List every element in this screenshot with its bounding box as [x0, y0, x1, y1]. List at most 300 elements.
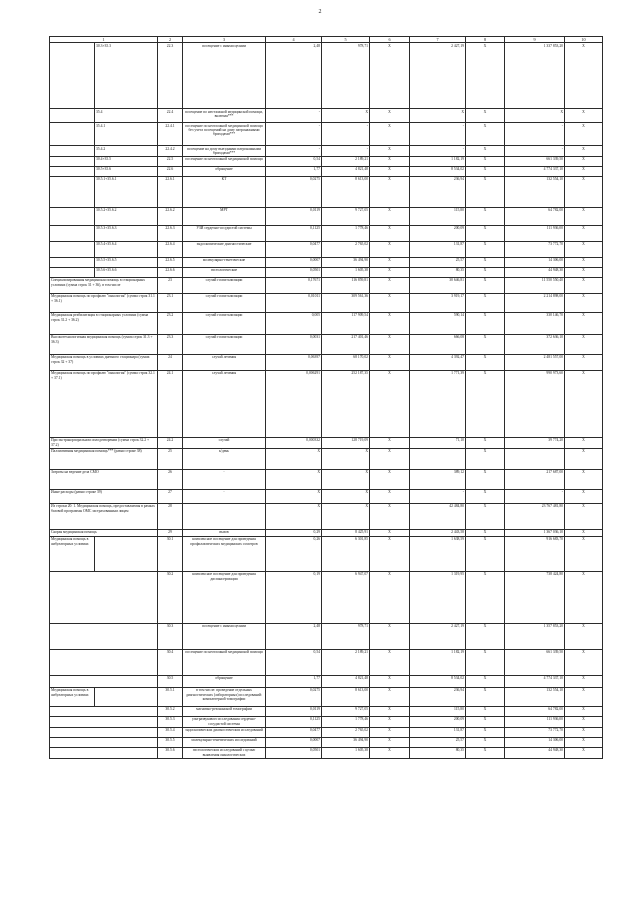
row-number: 22.6.5 [158, 257, 183, 267]
row-col7: 80,35 [410, 747, 466, 758]
row-col10: X [565, 437, 603, 448]
row-col7: X [410, 109, 466, 123]
row-norm: 0,0119 [266, 706, 322, 716]
row-col9: 111 936,00 [505, 716, 565, 727]
row-name: Медицинская помощь в амбулаторных условиях [50, 536, 95, 571]
row-col7: 3 919,17 [410, 293, 466, 312]
row-norm: 0,1125 [266, 716, 322, 727]
row-source: 30.5.4+35.6.4 [95, 241, 158, 257]
row-source: 30.5.2+35.6.2 [95, 207, 158, 225]
row-number: 30.3 [158, 623, 183, 649]
row-number: 30.5 [158, 675, 183, 687]
row-col7: 30 646,81 [410, 277, 466, 293]
row-col8: X [466, 370, 505, 437]
tariff-table [49, 36, 603, 759]
table-row [50, 727, 603, 737]
row-source: 30.4+35.5 [95, 156, 158, 166]
row-norm: 0,54 [266, 156, 322, 166]
row-col6: X [370, 257, 410, 267]
row-cost: 8 425,91 [322, 529, 370, 536]
row-col6: X [370, 156, 410, 166]
row-unit: - [183, 469, 266, 489]
table-row [50, 469, 603, 489]
row-col10: X [565, 469, 603, 489]
row-unit: гистологические [183, 267, 266, 277]
row-col9: 64 782,00 [505, 706, 565, 716]
table-row [50, 207, 603, 225]
row-col9: X [505, 109, 565, 123]
row-name [50, 623, 158, 649]
table-row [50, 176, 603, 207]
row-number: 30.5.3 [158, 716, 183, 727]
row-col6: X [370, 536, 410, 571]
row-col6: X [370, 267, 410, 277]
row-unit: - [183, 489, 266, 503]
row-col9: 738 424,80 [505, 571, 565, 623]
row-source: 35.4 [95, 109, 158, 123]
row-col10: X [565, 146, 603, 157]
row-col6: X [370, 437, 410, 448]
row-number: 22.6.2 [158, 207, 183, 225]
row-number: 30.5.4 [158, 727, 183, 737]
row-col7: 25,57 [410, 737, 466, 747]
row-unit: посещение на дому выездными патронажными бригадами*** [183, 146, 266, 157]
row-number: 24 [158, 354, 183, 370]
row-source: 30.5.1+35.6.1 [95, 176, 158, 207]
row-col7: 1 182,19 [410, 156, 466, 166]
row-col10: X [565, 571, 603, 623]
row-col6: X [370, 737, 410, 747]
row-col10: X [565, 123, 603, 146]
row-name [50, 267, 95, 277]
row-col6: X [370, 334, 410, 354]
row-col8: X [466, 623, 505, 649]
row-norm: 0,01011 [266, 293, 322, 312]
table-row [50, 529, 603, 536]
row-col10: X [565, 207, 603, 225]
row-source [95, 687, 158, 706]
row-col7: 80,35 [410, 267, 466, 277]
row-norm: 0,26 [266, 536, 322, 571]
row-name [50, 176, 95, 207]
row-cost: X [322, 503, 370, 529]
row-col8: X [466, 716, 505, 727]
row-col8: X [466, 334, 505, 354]
row-col9: 132 554,10 [505, 176, 565, 207]
row-col7: 389,12 [410, 469, 466, 489]
row-col6: X [370, 43, 410, 109]
row-col6: X [370, 649, 410, 675]
row-name [50, 241, 95, 257]
row-number: 22.6.1 [158, 176, 183, 207]
table-row [50, 503, 603, 529]
row-col7: 8 534,02 [410, 166, 466, 176]
row-unit: посещение по неотложной медицинской помощи [183, 649, 266, 675]
row-col8: X [466, 257, 505, 267]
row-col6: X [370, 747, 410, 758]
row-source: 30.5+35.6 [95, 166, 158, 176]
row-col7: 131,87 [410, 727, 466, 737]
row-col9: 330 146,70 [505, 312, 565, 334]
row-col6: X [370, 241, 410, 257]
row-col6: X [370, 716, 410, 727]
row-norm: X [266, 469, 322, 489]
row-norm: 2,48 [266, 43, 322, 109]
row-col9: 44 948,30 [505, 267, 565, 277]
row-unit: эндоскопических диагностических исследований [183, 727, 266, 737]
row-col8: X [466, 354, 505, 370]
row-source: 30.5.3+35.6.3 [95, 225, 158, 241]
row-col9: 2 481 557,00 [505, 354, 565, 370]
row-col7 [410, 448, 466, 469]
row-col9: 916 683,70 [505, 536, 565, 571]
row-source: 30.5.5+35.6.5 [95, 257, 158, 267]
row-cost: 2 765,02 [322, 241, 370, 257]
row-col7: 4 392,47 [410, 354, 466, 370]
row-number: 23.1 [158, 293, 183, 312]
row-col10: X [565, 241, 603, 257]
row-norm: - [266, 123, 322, 146]
row-cost: X [322, 448, 370, 469]
table-row [50, 109, 603, 123]
row-name [50, 166, 95, 176]
header-cell: 2 [158, 37, 183, 43]
row-unit: в том числе: проведение отдельных диагностических (лабораторных) исследований: компьютерной томографии [183, 687, 266, 706]
row-name: Высокотехнологичная медицинская помощь (сумма строк 31.3 + 36.3) [50, 334, 158, 354]
row-name [50, 43, 95, 109]
row-col9: 2 214 898,00 [505, 293, 565, 312]
row-cost: - [322, 146, 370, 157]
row-name [50, 257, 95, 267]
row-col10: X [565, 334, 603, 354]
row-col10: X [565, 687, 603, 706]
row-name [50, 716, 158, 727]
row-unit: случай [183, 437, 266, 448]
row-norm: X [266, 489, 322, 503]
row-col10: X [565, 166, 603, 176]
row-norm: 1,77 [266, 166, 322, 176]
row-col10: X [565, 43, 603, 109]
row-unit: случай лечения [183, 370, 266, 437]
row-name [50, 109, 95, 123]
row-col6: X [370, 277, 410, 293]
row-cost: 1 605,38 [322, 747, 370, 758]
row-col6: X [370, 503, 410, 529]
row-col8: X [466, 737, 505, 747]
row-cost: 68 170,02 [322, 354, 370, 370]
row-cost: - [322, 123, 370, 146]
row-col10: X [565, 503, 603, 529]
row-number: 30.1 [158, 536, 183, 571]
row-number: 22.6.3 [158, 225, 183, 241]
row-col7: 1 319,95 [410, 571, 466, 623]
row-number: 23.3 [158, 334, 183, 354]
row-col10: X [565, 716, 603, 727]
table-row [50, 448, 603, 469]
row-name [50, 146, 95, 157]
row-unit: МРТ [183, 207, 266, 225]
row-col7: - [410, 146, 466, 157]
row-col6: X [370, 312, 410, 334]
row-name: Иные расходы (равно строке 39) [50, 489, 158, 503]
row-unit: посещение по неотложной медицинской помощи, включая*** [183, 109, 266, 123]
row-col7: 2 427,19 [410, 623, 466, 649]
row-col9 [505, 448, 565, 469]
row-number: 30.5.6 [158, 747, 183, 758]
row-col7: 2 427,19 [410, 43, 466, 109]
row-col6: X [370, 448, 410, 469]
row-col9: 73 772,70 [505, 727, 565, 737]
row-number: 23.2 [158, 312, 183, 334]
row-name: Специализированная медицинская помощь в стационарных условиях (сумма строк 31 + 36), в том числе [50, 277, 158, 293]
header-cell: 3 [183, 37, 266, 43]
table-row [50, 649, 603, 675]
row-col9: - [505, 123, 565, 146]
row-col10: X [565, 706, 603, 716]
row-col9: 14 306,00 [505, 737, 565, 747]
row-number: 27 [158, 489, 183, 503]
header-cell: 1 [50, 37, 158, 43]
row-col10: X [565, 623, 603, 649]
table-row [50, 571, 603, 623]
row-col8: X [466, 146, 505, 157]
row-unit: посещение по неотложной медицинской помощи [183, 156, 266, 166]
row-col9: - [505, 489, 565, 503]
row-name: Скорая медицинская помощь [50, 529, 158, 536]
row-cost: 4 821,48 [322, 675, 370, 687]
row-col6: X [370, 489, 410, 503]
row-col7: 1 182,19 [410, 649, 466, 675]
row-number: 30.5.1 [158, 687, 183, 706]
row-col9: 23 767 481,80 [505, 503, 565, 529]
row-col8: X [466, 109, 505, 123]
row-name [50, 737, 158, 747]
row-col6: X [370, 529, 410, 536]
row-number: 22.3 [158, 43, 183, 109]
row-col10: X [565, 176, 603, 207]
row-unit: случай госпитализации [183, 334, 266, 354]
row-source: 35.4.2 [95, 146, 158, 157]
row-col9: 132 554,10 [505, 687, 565, 706]
header-cell: 6 [370, 37, 410, 43]
row-number: 22.5 [158, 156, 183, 166]
row-col10: X [565, 675, 603, 687]
row-col9: 217 687,00 [505, 469, 565, 489]
row-unit: случай лечения [183, 354, 266, 370]
row-col10: X [565, 293, 603, 312]
row-cost: 309 561,36 [322, 293, 370, 312]
row-norm: 0,000332 [266, 437, 322, 448]
row-unit: эндоскопические диагностические [183, 241, 266, 257]
row-col6: X [370, 109, 410, 123]
row-unit: молекулярно-генетических исследований [183, 737, 266, 747]
table-row [50, 536, 603, 571]
row-number: 30.4 [158, 649, 183, 675]
table-row [50, 267, 603, 277]
row-col6: X [370, 687, 410, 706]
row-col10: X [565, 225, 603, 241]
row-unit: вызов [183, 529, 266, 536]
row-col10: X [565, 277, 603, 293]
row-norm: 0,0007 [266, 737, 322, 747]
row-cost: 2 765,02 [322, 727, 370, 737]
row-cost: 1 605,38 [322, 267, 370, 277]
row-col8: X [466, 706, 505, 716]
row-unit: магнитно-резонансной томографии [183, 706, 266, 716]
row-cost: 2 189,21 [322, 649, 370, 675]
row-cost: 978,71 [322, 43, 370, 109]
table-row [50, 312, 603, 334]
row-col9: 990 973,60 [505, 370, 565, 437]
row-col8: X [466, 448, 505, 469]
row-col9: 4 774 337,10 [505, 675, 565, 687]
row-name [50, 675, 158, 687]
row-col7: 8 534,02 [410, 675, 466, 687]
row-name: Медицинская помощь в амбулаторных условиях [50, 687, 95, 706]
row-cost: 117 909,54 [322, 312, 370, 334]
row-number: 29 [158, 529, 183, 536]
row-number: 25 [158, 448, 183, 469]
row-col7: 115,80 [410, 706, 466, 716]
row-col10: X [565, 354, 603, 370]
table-row [50, 293, 603, 312]
row-col9: 372 636,10 [505, 334, 565, 354]
row-col9: 661 339,50 [505, 156, 565, 166]
row-col7: 666,08 [410, 334, 466, 354]
row-col7: 1 771,39 [410, 370, 466, 437]
row-col7: 42 484,80 [410, 503, 466, 529]
row-number: 22.4 [158, 109, 183, 123]
row-col6: X [370, 293, 410, 312]
row-col10: X [565, 649, 603, 675]
row-col8: X [466, 747, 505, 758]
row-number: 30.5.5 [158, 737, 183, 747]
table-row [50, 675, 603, 687]
row-number: 30.2 [158, 571, 183, 623]
row-norm: - [266, 109, 322, 123]
row-col8: X [466, 675, 505, 687]
row-cost: 128 719,09 [322, 437, 370, 448]
row-col8: X [466, 277, 505, 293]
row-norm: 0,005 [266, 312, 322, 334]
header-cell: 4 [266, 37, 322, 43]
row-cost: X [322, 469, 370, 489]
row-col8: X [466, 166, 505, 176]
table-row [50, 146, 603, 157]
row-col8: X [466, 536, 505, 571]
row-unit: к/день [183, 448, 266, 469]
table-row [50, 370, 603, 437]
row-norm: X [266, 448, 322, 469]
row-col7: 2 443,58 [410, 529, 466, 536]
row-number: 30.5.2 [158, 706, 183, 716]
row-cost: 252 187,35 [322, 370, 370, 437]
row-name: При экстракорпоральном оплодотворении (сумма строк 32.2 + 37.2) [50, 437, 158, 448]
table-row [50, 257, 603, 267]
row-cost: 36 494,90 [322, 257, 370, 267]
row-col8: X [466, 489, 505, 503]
row-number: 22.6.4 [158, 241, 183, 257]
row-cost: 1 778,46 [322, 716, 370, 727]
row-number: 23 [158, 277, 183, 293]
row-col6: X [370, 176, 410, 207]
row-unit: комплексное посещение для проведения диспансеризации [183, 571, 266, 623]
row-name [50, 706, 158, 716]
row-col10: X [565, 529, 603, 536]
table-body [50, 37, 603, 759]
row-col6: X [370, 675, 410, 687]
row-col9: 1 357 853,20 [505, 623, 565, 649]
row-name [50, 225, 95, 241]
row-unit: ультразвукового исследования сердечно-сосудистой системы [183, 716, 266, 727]
row-col9: 661 339,50 [505, 649, 565, 675]
row-col9: 1 367 036,10 [505, 529, 565, 536]
row-norm: 0,0119 [266, 207, 322, 225]
row-norm: X [266, 503, 322, 529]
row-col8: X [466, 225, 505, 241]
row-col7: - [410, 123, 466, 146]
row-name: Паллиативная медицинская помощь*** (равно строке 38) [50, 448, 158, 469]
row-cost: 2 189,21 [322, 156, 370, 166]
table-row [50, 123, 603, 146]
row-col8: X [466, 156, 505, 166]
row-col10: X [565, 489, 603, 503]
row-col10: X [565, 727, 603, 737]
row-col9: 1 337 853,20 [505, 43, 565, 109]
table-row [50, 687, 603, 706]
row-col8: X [466, 176, 505, 207]
row-cost: X [322, 489, 370, 503]
table-row [50, 716, 603, 727]
row-number: 24.1 [158, 370, 183, 437]
row-cost: 9 727,05 [322, 706, 370, 716]
table-row [50, 241, 603, 257]
table-row [50, 277, 603, 293]
row-number: 28 [158, 503, 183, 529]
row-number: 24.2 [158, 437, 183, 448]
table-row [50, 156, 603, 166]
table-row [50, 489, 603, 503]
row-name: Медицинская реабилитация в стационарных условиях (сумма строк 31.2 + 36.2) [50, 312, 158, 334]
row-norm: 0,0501 [266, 747, 322, 758]
row-norm: 1,77 [266, 675, 322, 687]
table-row [50, 166, 603, 176]
row-col10: X [565, 448, 603, 469]
row-col6: X [370, 123, 410, 146]
row-col9: 4 774 337,10 [505, 166, 565, 176]
row-norm: 0,0031 [266, 334, 322, 354]
row-cost: 9 727,05 [322, 207, 370, 225]
row-cost: 116 859,81 [322, 277, 370, 293]
page-number: 2 [318, 9, 322, 15]
table-row [50, 737, 603, 747]
row-col8: X [466, 529, 505, 536]
row-col6: X [370, 706, 410, 716]
row-col8: X [466, 43, 505, 109]
row-norm: 0,1125 [266, 225, 322, 241]
row-col6: X [370, 207, 410, 225]
row-source: 30.3+35.3 [95, 43, 158, 109]
row-norm: 0,17671 [266, 277, 322, 293]
row-unit: обращение [183, 675, 266, 687]
row-col9: 44 948,30 [505, 747, 565, 758]
row-col8: X [466, 687, 505, 706]
header-cell: 5 [322, 37, 370, 43]
row-col6: X [370, 469, 410, 489]
row-unit: гистологических исследований с целью выявления онкологических [183, 747, 266, 758]
row-name: Медицинская помощь по профилю "онкология" (сумма строк 31.1 + 36.1) [50, 293, 158, 312]
row-col8: X [466, 469, 505, 489]
